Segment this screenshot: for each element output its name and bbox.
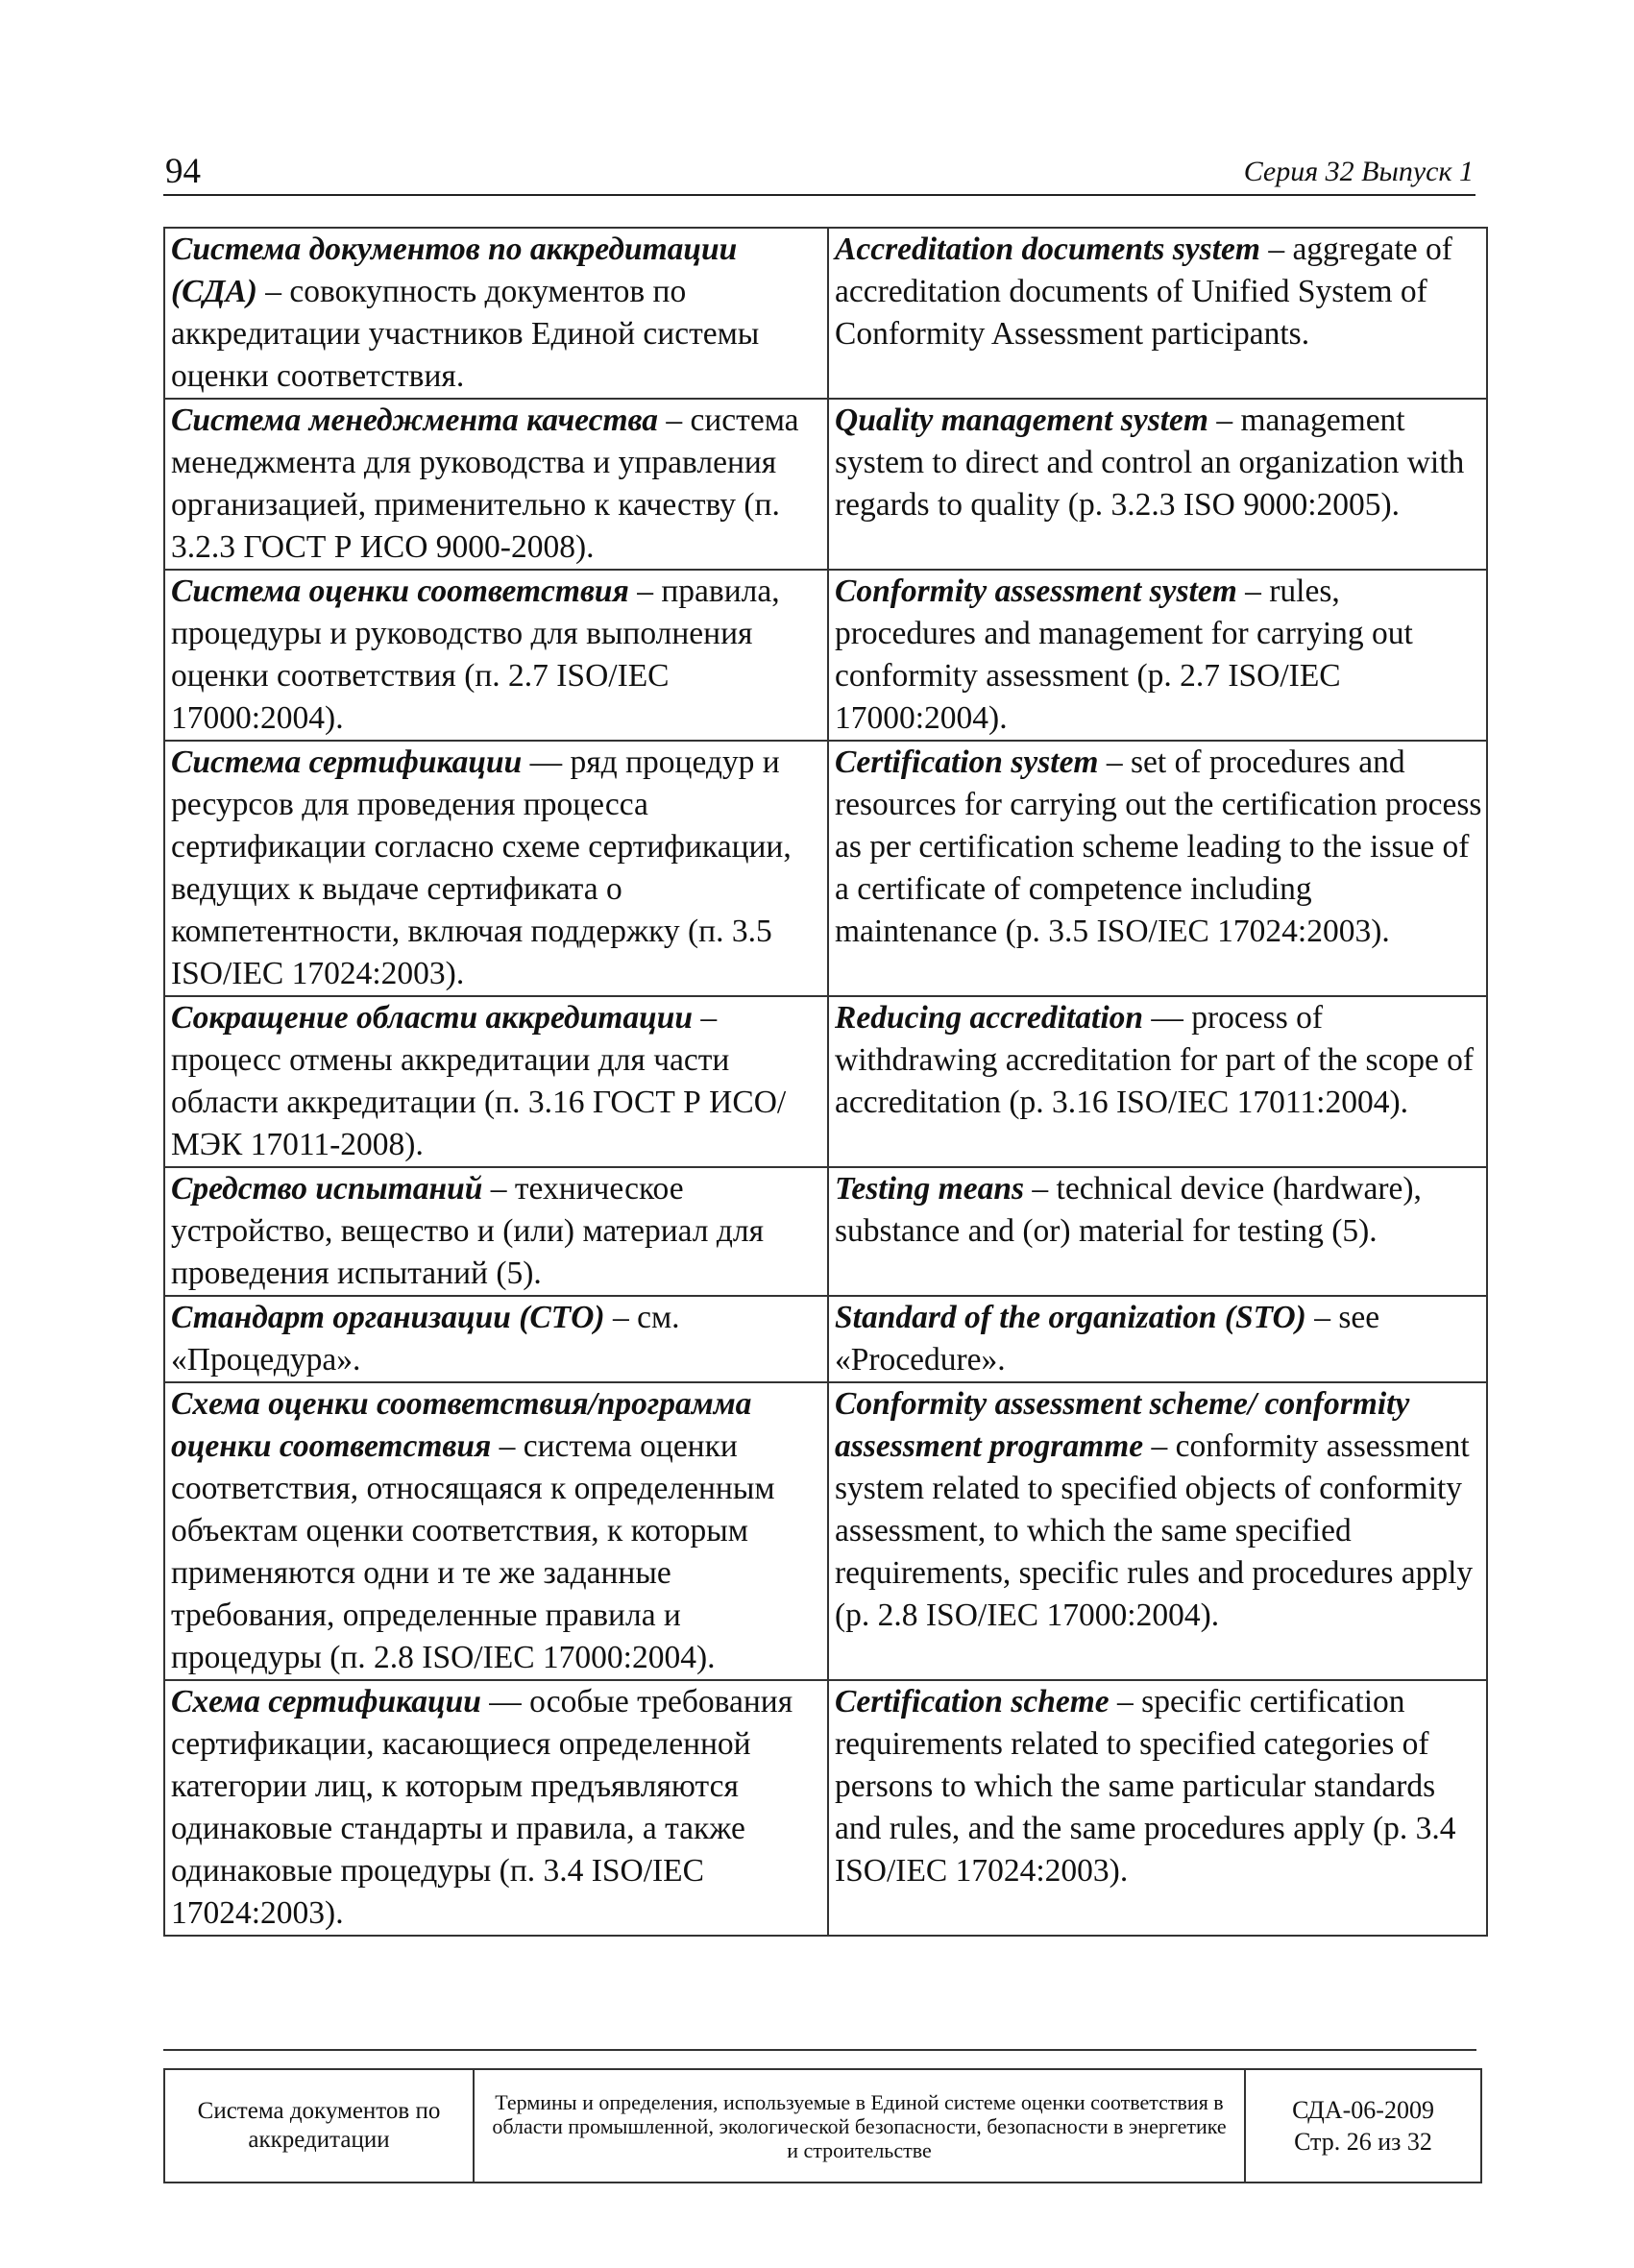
en-term: Accreditation documents system bbox=[835, 232, 1260, 267]
footer-divider bbox=[163, 2049, 1476, 2051]
en-definition-cell bbox=[828, 570, 1487, 741]
ru-term: Средство испытаний bbox=[171, 1171, 483, 1207]
footer-document-system: Система документов по аккредитации bbox=[164, 2069, 474, 2183]
en-definition-cell bbox=[828, 996, 1487, 1167]
term-row bbox=[164, 399, 1487, 570]
ru-term: Сокращение области аккредитации bbox=[171, 1000, 694, 1036]
en-term: Reducing accreditation bbox=[835, 1000, 1144, 1036]
ru-definition-cell bbox=[164, 570, 828, 741]
en-definition: – management system to direct and control an organization with regards to quality (p. 3.2.3 ISO 9000:2005). bbox=[835, 402, 1465, 523]
en-definition: – set of procedures and resources for carrying out the certification process as per certification scheme leading to the issue of a certificate of competence including maintenance (p. 3.5 ISO/IEC 17024:2003). bbox=[835, 744, 1482, 949]
terms-table bbox=[163, 227, 1488, 1937]
ru-term: Схема оценки соответствия/программа оценки соответствия bbox=[171, 1386, 752, 1464]
ru-term: Система сертификации bbox=[171, 744, 523, 780]
en-definition-cell bbox=[828, 1167, 1487, 1296]
page-number: 94 bbox=[165, 152, 201, 191]
ru-definition: – совокупность документов по аккредитации участников Единой системы оценки соответствия. bbox=[171, 274, 760, 394]
series-title: Серия 32 Выпуск 1 bbox=[1243, 156, 1474, 187]
en-definition: – rules, procedures and management for carrying out conformity assessment (p. 2.7 ISO/IEC 17000:2004). bbox=[835, 573, 1413, 736]
ru-definition-cell bbox=[164, 1382, 828, 1680]
en-definition-cell bbox=[828, 399, 1487, 570]
en-term: Testing means bbox=[835, 1171, 1025, 1207]
en-definition-cell bbox=[828, 1680, 1487, 1936]
ru-definition: — ряд процедур и ресурсов для проведения процесса сертификации согласно схеме сертификации, ведущих к выдаче сертификата о компетентности, включая поддержку (п. 3.5 ISO/IEC 17024:2003). bbox=[171, 744, 792, 991]
ru-definition-cell bbox=[164, 1167, 828, 1296]
ru-definition: – процесс отмены аккредитации для части области аккредитации (п. 3.16 ГОСТ Р ИСО/МЭК 17011-2008). bbox=[171, 1000, 787, 1162]
en-definition: – technical device (hardware), substance and (or) material for testing (5). bbox=[835, 1171, 1422, 1249]
term-row bbox=[164, 570, 1487, 741]
ru-definition-cell bbox=[164, 1296, 828, 1382]
footer-doc-code: СДА-06-2009 bbox=[1292, 2096, 1434, 2124]
en-term: Certification system bbox=[835, 744, 1099, 780]
term-row bbox=[164, 1167, 1487, 1296]
ru-definition-cell bbox=[164, 741, 828, 996]
footer-document-info bbox=[1245, 2069, 1481, 2183]
ru-definition-cell bbox=[164, 399, 828, 570]
ru-definition: – правила, процедуры и руководство для выполнения оценки соответствия (п. 2.7 ISO/IEC 17000:2004). bbox=[171, 573, 780, 736]
en-term: Conformity assessment scheme/ conformity assessment programme bbox=[835, 1386, 1410, 1464]
term-row bbox=[164, 996, 1487, 1167]
en-definition: – specific certification requirements related to specified categories of persons to which the same particular standards and rules, and the same procedures apply (p. 3.4 ISO/IEC 17024:2003). bbox=[835, 1684, 1456, 1889]
en-term: Certification scheme bbox=[835, 1684, 1110, 1719]
ru-definition: – система менеджмента для руководства и управления организацией, применительно к качеству (п. 3.2.3 ГОСТ Р ИСО 9000-2008). bbox=[171, 402, 799, 565]
page-header bbox=[163, 146, 1475, 196]
ru-definition-cell bbox=[164, 1680, 828, 1936]
en-term: Quality management system bbox=[835, 402, 1208, 438]
en-definition-cell bbox=[828, 1296, 1487, 1382]
en-definition-cell bbox=[828, 1382, 1487, 1680]
ru-term: Стандарт организации (СТО) bbox=[171, 1300, 605, 1335]
ru-term: Схема сертификации bbox=[171, 1684, 481, 1719]
en-term: Conformity assessment system bbox=[835, 573, 1237, 609]
en-definition-cell bbox=[828, 741, 1487, 996]
ru-definition: – система оценки соответствия, относящаяся к определенным объектам оценки соответствия, к которым применяются одни и те же заданные требования, определенные правила и процедуры (п. 2.8 ISO/IEC 17000:2004). bbox=[171, 1428, 775, 1675]
en-definition-cell bbox=[828, 228, 1487, 399]
term-row bbox=[164, 1296, 1487, 1382]
en-term: Standard of the organization (STO) bbox=[835, 1300, 1306, 1335]
ru-definition: – см. «Процедура». bbox=[171, 1300, 680, 1378]
ru-definition: — особые требования сертификации, касающиеся определенной категории лиц, к которым предъявляются одинаковые стандарты и правила, а также одинаковые процедуры (п. 3.4 ISO/IEC 17024:2003). bbox=[171, 1684, 793, 1931]
terms-table-body bbox=[164, 228, 1487, 1936]
en-definition: – see «Procedure». bbox=[835, 1300, 1380, 1378]
term-row bbox=[164, 228, 1487, 399]
ru-definition-cell bbox=[164, 228, 828, 399]
term-row bbox=[164, 1680, 1487, 1936]
ru-term: Система документов по аккредитации (СДА) bbox=[171, 232, 738, 309]
ru-definition-cell bbox=[164, 996, 828, 1167]
page-footer bbox=[163, 2068, 1482, 2183]
en-definition: – aggregate of accreditation documents of Unified System of Conformity Assessment participants. bbox=[835, 232, 1452, 352]
term-row bbox=[164, 741, 1487, 996]
ru-term: Система менеджмента качества bbox=[171, 402, 659, 438]
en-definition: — process of withdrawing accreditation for part of the scope of accreditation (p. 3.16 ISO/IEC 17011:2004). bbox=[835, 1000, 1475, 1120]
ru-definition: – техническое устройство, вещество и (или) материал для проведения испытаний (5). bbox=[171, 1171, 765, 1291]
en-definition: – conformity assessment system related to specified objects of conformity assessment, to which the same specified requirements, specific rules and procedures apply (p. 2.8 ISO/IEC 17000:2004). bbox=[835, 1428, 1474, 1633]
term-row bbox=[164, 1382, 1487, 1680]
footer-page-info: Стр. 26 из 32 bbox=[1294, 2128, 1432, 2156]
ru-term: Система оценки соответствия bbox=[171, 573, 629, 609]
footer-document-title: Термины и определения, используемые в Единой системе оценки соответствия в области промышленной, экологической безопасности, безопасности в энергетике и строительстве bbox=[474, 2069, 1245, 2183]
